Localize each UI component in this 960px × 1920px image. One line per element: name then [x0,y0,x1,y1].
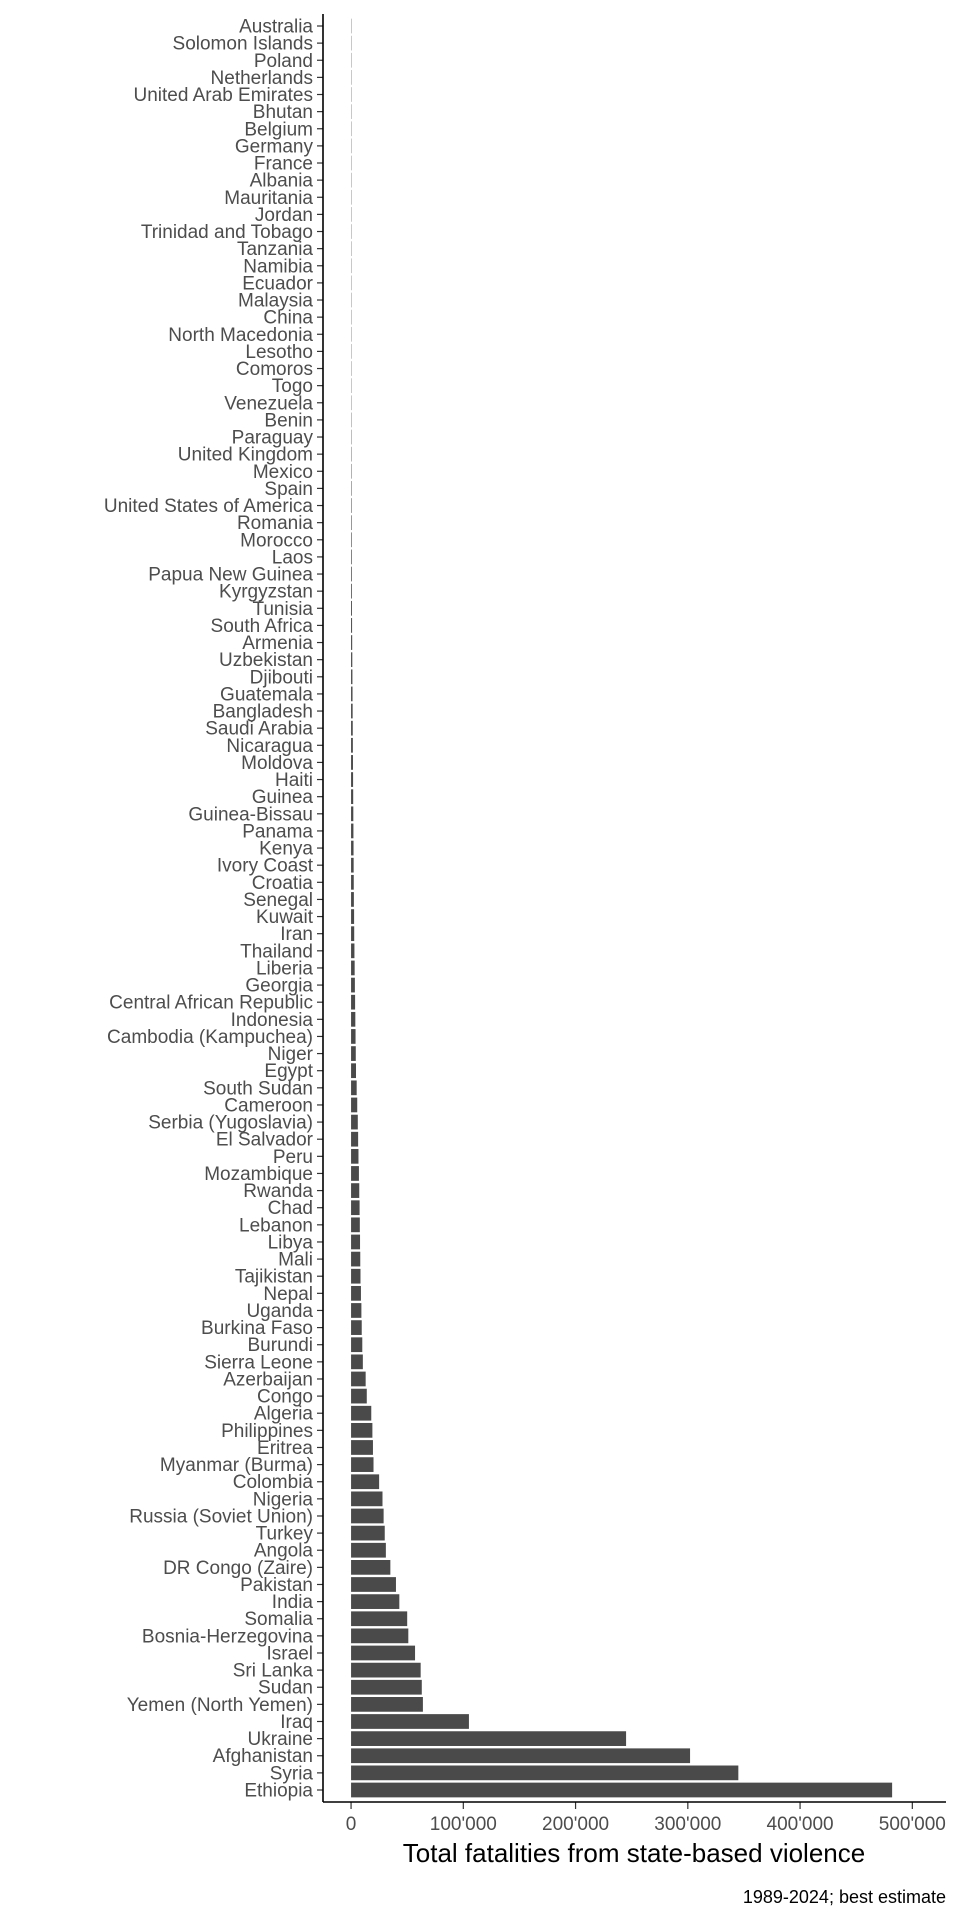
y-tick-label: Indonesia [230,1009,313,1031]
y-tick-label: Netherlands [210,67,313,89]
bar [351,635,352,650]
bar [351,1320,362,1335]
y-tick-label: China [263,307,313,329]
y-tick-label: Turkey [255,1523,313,1545]
y-tick-label: El Salvador [215,1129,313,1151]
y-tick-label: Comoros [235,359,313,381]
y-tick-label: Libya [267,1232,313,1254]
bar [351,1286,361,1301]
x-tick-label: 500'000 [878,1814,946,1835]
y-tick-label: Burundi [247,1335,313,1357]
y-tick-label: Solomon Islands [172,33,313,55]
y-tick-label: Mozambique [204,1163,313,1185]
bar [351,1217,360,1232]
bar [351,806,353,821]
y-tick-label: Paraguay [231,427,313,449]
bar [351,1697,423,1712]
bar [351,1526,385,1541]
y-tick-label: Philippines [221,1420,313,1442]
y-tick-label: Ivory Coast [216,855,313,877]
bar [351,601,352,616]
y-tick-label: Syria [269,1763,313,1785]
bar [351,721,353,736]
bar [351,892,354,907]
y-tick-label: Peru [272,1146,313,1168]
bar [351,961,355,976]
bar [351,669,352,684]
bar [351,498,352,513]
y-tick-label: Eritrea [257,1437,313,1459]
y-tick-label: Mauritania [224,187,313,209]
bar [351,1766,738,1781]
y-tick-label: Serbia (Yugoslavia) [148,1112,313,1134]
y-tick-label: Lebanon [239,1215,313,1237]
y-tick-label: Tanzania [236,239,313,261]
bar [351,1423,372,1438]
y-tick-label: Ecuador [242,273,313,295]
y-tick-label: Saudi Arabia [205,718,313,740]
y-tick-label: Australia [239,16,313,38]
chart-caption: 1989-2024; best estimate [742,1887,946,1907]
bar [351,1149,358,1164]
bar [351,789,353,804]
y-tick-label: Bosnia-Herzegovina [141,1626,313,1648]
y-tick-label: Mali [278,1249,313,1271]
x-tick-label: 300'000 [654,1814,722,1835]
y-tick-label: Myanmar (Burma) [159,1455,313,1477]
y-tick-label: Nigeria [252,1489,313,1511]
y-tick-label: Haiti [274,770,313,792]
y-tick-label: Uganda [246,1300,313,1322]
y-tick-label: Azerbaijan [223,1369,313,1391]
bar [351,1337,362,1352]
y-tick-label: France [253,153,313,175]
y-tick-label: Benin [264,410,313,432]
y-tick-label: Iran [280,924,313,946]
y-tick-label: United Arab Emirates [133,85,313,107]
bar [351,1628,408,1643]
x-tick-label: 400'000 [766,1814,834,1835]
y-tick-label: Venezuela [224,393,313,415]
x-tick-label: 200'000 [542,1814,610,1835]
y-tick-label: Sierra Leone [204,1352,313,1374]
bar [351,1132,358,1147]
bar [351,1080,357,1095]
y-tick-label: Somalia [244,1609,313,1631]
y-tick-label: Albania [249,170,313,192]
y-tick-label: Angola [253,1540,313,1562]
y-tick-label: Poland [253,50,313,72]
y-tick-labels [104,17,314,1802]
y-tick-label: Guatemala [220,684,313,706]
y-tick-label: Spain [264,478,313,500]
y-tick-label: Cameroon [224,1095,313,1117]
bar [351,1166,359,1181]
x-axis-ticks [346,1802,946,1835]
y-tick-label: Bhutan [252,102,313,124]
bar [351,978,355,993]
y-tick-label: Laos [271,547,313,569]
y-tick-label: Panama [242,821,313,843]
y-tick-label: Jordan [254,204,313,226]
bar [351,1663,421,1678]
y-tick-label: Niger [267,1044,313,1066]
y-tick-label: Ethiopia [244,1780,313,1802]
bar [351,1098,357,1113]
bar [351,1372,366,1387]
y-tick-label: Nepal [263,1283,313,1305]
bar [351,1577,396,1592]
bar [351,1560,390,1575]
y-tick-label: Russia (Soviet Union) [129,1506,313,1528]
bar [351,1012,355,1027]
bar [351,1063,356,1078]
bars-layer [351,19,892,1798]
y-tick-label: Djibouti [249,667,313,689]
bar [351,1303,361,1318]
y-tick-label: Namibia [243,256,313,278]
y-tick-label: Moldova [241,752,313,774]
bar [351,995,355,1010]
y-tick-label: India [271,1592,313,1614]
y-tick-label: Pakistan [240,1574,313,1596]
y-tick-label: Afghanistan [212,1746,313,1768]
bar [351,738,353,753]
bar [351,1491,382,1506]
y-tick-label: South Sudan [203,1078,313,1100]
y-tick-label: Senegal [243,889,313,911]
bar [351,567,352,582]
y-tick-label: Israel [266,1643,313,1665]
y-tick-label: Guinea [251,787,313,809]
y-tick-label: Romania [236,513,313,535]
bar [351,841,353,856]
bar [351,824,353,839]
bar [351,1269,360,1284]
y-tick-label: DR Congo (Zaire) [163,1557,313,1579]
bar [351,1406,371,1421]
y-tick-label: Liberia [255,958,313,980]
y-tick-label: Tunisia [252,598,313,620]
bar [351,1509,384,1524]
y-tick-label: United Kingdom [177,444,313,466]
y-tick-label: Bangladesh [212,701,313,723]
bar [351,1115,358,1130]
bar [351,652,352,667]
bar [351,1200,360,1215]
y-tick-label: South Africa [210,615,313,637]
bar [351,1046,356,1061]
y-tick-label: Colombia [232,1472,313,1494]
bar [351,1029,355,1044]
x-axis-title: Total fatalities from state-based violence [402,1838,866,1868]
y-tick-label: United States of America [103,496,313,518]
y-tick-label: Ukraine [247,1729,313,1751]
bar [351,1680,422,1695]
y-tick-label: Rwanda [243,1181,313,1203]
x-tick-label: 100'000 [429,1814,497,1835]
y-tick-label: Chad [267,1198,313,1220]
y-tick-label: Thailand [240,941,313,963]
bar [351,875,354,890]
bar [351,755,353,770]
y-tick-label: Sri Lanka [232,1660,313,1682]
bar [351,704,353,719]
y-tick-label: Papua New Guinea [148,564,313,586]
bar [351,1252,360,1267]
y-tick-label: Trinidad and Tobago [140,222,313,244]
bar [351,1474,379,1489]
y-tick-label: Nicaragua [226,735,313,757]
y-tick-label: Congo [257,1386,313,1408]
bar [351,1748,690,1763]
y-tick-label: Egypt [264,1061,313,1083]
y-tick-label: Yemen (North Yemen) [126,1694,313,1716]
y-tick-label: Belgium [244,119,313,141]
bar [351,1389,367,1404]
y-tick-label: Mexico [252,461,313,483]
y-tick-label: Central African Republic [109,992,313,1014]
bar [351,772,353,787]
bar [351,515,352,530]
bar [351,1235,360,1250]
bar [351,943,354,958]
y-tick-label: Cambodia (Kampuchea) [107,1026,313,1048]
y-tick-label: Burkina Faso [201,1318,313,1340]
y-tick-label: Malaysia [238,290,313,312]
bar [351,1457,373,1472]
bar [351,584,352,599]
bar [351,926,354,941]
y-tick-label: Kyrgyzstan [219,581,313,603]
bar [351,1783,892,1798]
x-tick-label: 0 [345,1814,357,1835]
bar [351,1594,399,1609]
y-tick-label: North Macedonia [168,324,313,346]
y-tick-label: Uzbekistan [219,650,313,672]
y-tick-label: Georgia [245,975,313,997]
bar [351,1611,407,1626]
y-tick-label: Iraq [280,1711,313,1733]
bar [351,1646,415,1661]
bar [351,858,354,873]
y-tick-label: Kenya [259,838,313,860]
y-tick-label: Sudan [258,1677,313,1699]
bar [351,532,352,547]
y-tick-label: Germany [234,136,313,158]
bar [351,1183,359,1198]
y-tick-label: Morocco [240,530,313,552]
y-tick-label: Guinea-Bissau [188,804,313,826]
y-tick-label: Kuwait [255,907,313,929]
y-tick-label: Tajikistan [234,1266,313,1288]
bar [351,687,352,702]
bar [351,909,354,924]
y-tick-label: Togo [271,376,313,398]
bar [351,1731,626,1746]
bar [351,618,352,633]
y-tick-label: Croatia [251,872,313,894]
y-tick-label: Lesotho [245,341,313,363]
bar [351,1543,386,1558]
bar [351,1440,373,1455]
bar [351,550,352,565]
bar [351,1714,469,1729]
y-tick-label: Armenia [242,633,313,655]
bar [351,1354,363,1369]
y-tick-label: Algeria [253,1403,313,1425]
y-tick-marks [317,26,323,1790]
